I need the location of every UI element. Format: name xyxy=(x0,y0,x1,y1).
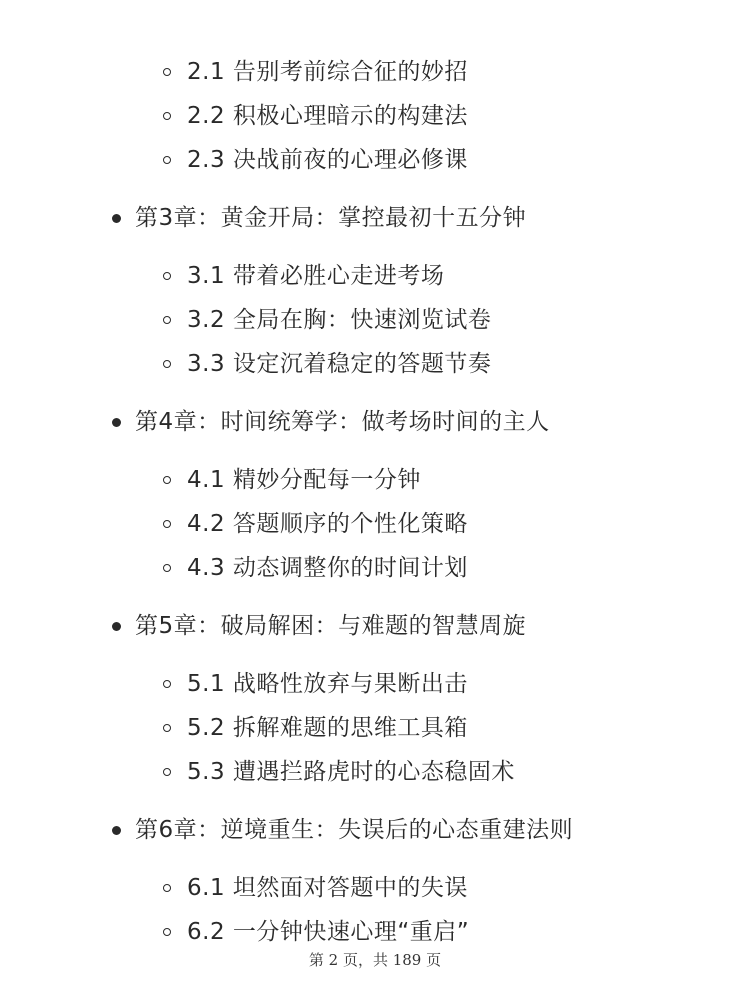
section-title: 2.1 告别考前综合征的妙招 xyxy=(187,59,468,85)
hollow-bullet-icon xyxy=(163,680,171,688)
hollow-bullet-icon xyxy=(163,316,171,324)
section-title: 3.1 带着必胜心走进考场 xyxy=(187,263,445,289)
section-title: 3.2 全局在胸：快速浏览试卷 xyxy=(187,307,492,333)
toc-chapter-item xyxy=(112,606,526,646)
page-footer: 第 2 页，共 189 页 xyxy=(308,951,442,969)
hollow-bullet-icon xyxy=(163,768,171,776)
section-title: 3.3 设定沉着稳定的答题节奏 xyxy=(187,351,492,377)
chapter-title: 第3章：黄金开局：掌控最初十五分钟 xyxy=(135,205,527,231)
toc-section-item xyxy=(163,664,468,704)
section-title: 4.1 精妙分配每一分钟 xyxy=(187,467,421,493)
hollow-bullet-icon xyxy=(163,724,171,732)
filled-bullet-icon xyxy=(112,214,121,223)
filled-bullet-icon xyxy=(112,622,121,631)
toc-chapter-item xyxy=(112,402,550,442)
filled-bullet-icon xyxy=(112,826,121,835)
toc-section-item xyxy=(163,344,491,384)
section-title: 5.1 战略性放弃与果断出击 xyxy=(187,671,468,697)
toc-section-item xyxy=(163,52,468,92)
toc-chapter-item xyxy=(112,810,573,850)
hollow-bullet-icon xyxy=(163,884,171,892)
filled-bullet-icon xyxy=(112,418,121,427)
hollow-bullet-icon xyxy=(163,360,171,368)
chapter-title: 第4章：时间统筹学：做考场时间的主人 xyxy=(135,409,550,435)
section-title: 2.3 决战前夜的心理必修课 xyxy=(187,147,468,173)
hollow-bullet-icon xyxy=(163,476,171,484)
hollow-bullet-icon xyxy=(163,272,171,280)
toc-section-item xyxy=(163,504,468,544)
hollow-bullet-icon xyxy=(163,564,171,572)
toc-section-item xyxy=(163,912,469,952)
hollow-bullet-icon xyxy=(163,68,171,76)
section-title: 6.2 一分钟快速心理“重启” xyxy=(187,919,470,945)
toc-section-item xyxy=(163,96,468,136)
chapter-title: 第5章：破局解困：与难题的智慧周旋 xyxy=(135,613,527,639)
hollow-bullet-icon xyxy=(163,520,171,528)
toc-chapter-item xyxy=(112,198,526,238)
toc-section-item xyxy=(163,868,468,908)
toc-section-item xyxy=(163,256,444,296)
toc-section-item xyxy=(163,300,491,340)
chapter-title: 第6章：逆境重生：失误后的心态重建法则 xyxy=(135,817,574,843)
section-title: 6.1 坦然面对答题中的失误 xyxy=(187,875,468,901)
toc-section-item xyxy=(163,752,515,792)
toc-section-item xyxy=(163,548,468,588)
section-title: 4.3 动态调整你的时间计划 xyxy=(187,555,468,581)
toc-section-item xyxy=(163,708,468,748)
section-title: 4.2 答题顺序的个性化策略 xyxy=(187,511,468,537)
toc-section-item xyxy=(163,140,468,180)
section-title: 5.3 遭遇拦路虎时的心态稳固术 xyxy=(187,759,515,785)
hollow-bullet-icon xyxy=(163,928,171,936)
section-title: 2.2 积极心理暗示的构建法 xyxy=(187,103,468,129)
hollow-bullet-icon xyxy=(163,156,171,164)
section-title: 5.2 拆解难题的思维工具箱 xyxy=(187,715,468,741)
hollow-bullet-icon xyxy=(163,112,171,120)
toc-section-item xyxy=(163,460,421,500)
